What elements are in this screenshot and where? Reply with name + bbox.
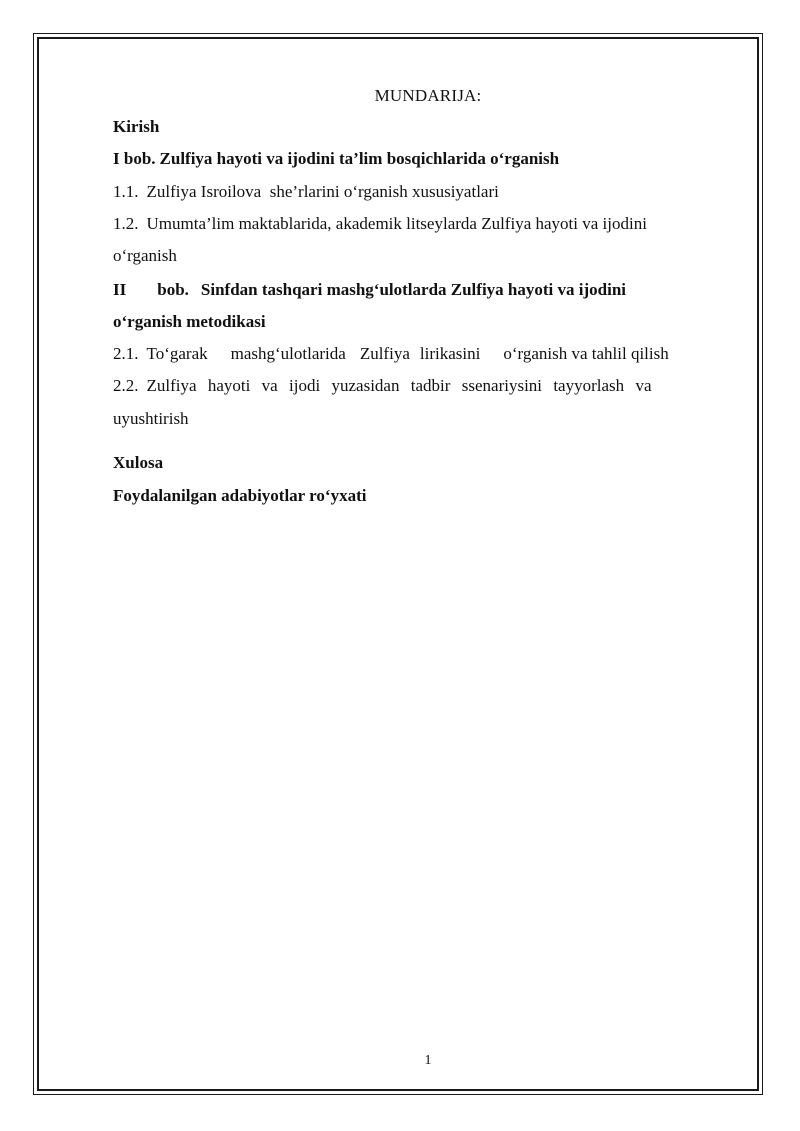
section-2-2-title-line-2: uyushtirish xyxy=(113,409,189,428)
page-number: 1 xyxy=(424,1053,432,1068)
section-1-2-title-line-2: o‘rganish xyxy=(113,246,177,265)
section-2-1-word-2: mashg‘ulotlarida xyxy=(230,344,346,363)
section-2-1-word-5: o‘rganish va tahlil qilish xyxy=(503,344,669,363)
section-2-1-word-1: To‘garak xyxy=(146,344,208,363)
section-1-1-number: 1.1. xyxy=(113,182,139,201)
toc-entry-section-1-1 xyxy=(113,182,499,202)
section-1-2-title-line-1: Umumta’lim maktablarida, akademik litseylarda Zulfiya hayoti va ijodini xyxy=(146,214,647,233)
toc-entry-chapter-1 xyxy=(113,149,559,169)
toc-entry-section-2-1 xyxy=(113,344,669,364)
toc-entry-chapter-2 xyxy=(113,280,626,300)
chapter-1-number: I bob. xyxy=(113,149,156,168)
toc-entry-references: Foydalanilgan adabiyotlar ro‘yxati xyxy=(113,486,367,505)
section-1-2-number: 1.2. xyxy=(113,214,139,233)
chapter-2-title-line-2: o‘rganish metodikasi xyxy=(113,312,266,331)
toc-entry-section-1-2 xyxy=(113,214,647,234)
section-2-2-number: 2.2. xyxy=(113,376,139,395)
section-2-2-title-line-1: Zulfiya hayoti va ijodi yuzasidan tadbir ssenariysini tayyorlash va xyxy=(146,376,652,395)
chapter-1-title: Zulfiya hayoti va ijodini ta’lim bosqichlarida o‘rganish xyxy=(159,149,560,168)
chapter-2-title-line-1: Sinfdan tashqari mashg‘ulotlarda Zulfiya hayoti va ijodini xyxy=(200,280,626,299)
section-2-1-word-3: Zulfiya xyxy=(359,344,410,363)
chapter-2-number: II xyxy=(113,280,127,299)
table-of-contents-title: MUNDARIJA: xyxy=(374,86,482,105)
section-1-1-title: Zulfiya Isroilova she’rlarini o‘rganish xususiyatlari xyxy=(146,182,499,201)
chapter-2-word: bob. xyxy=(157,280,189,299)
toc-entry-conclusion: Xulosa xyxy=(113,453,164,472)
section-2-1-word-4: lirikasini xyxy=(419,344,481,363)
section-2-1-number: 2.1. xyxy=(113,344,139,363)
toc-entry-section-2-2 xyxy=(113,376,652,396)
toc-entry-introduction: Kirish xyxy=(113,117,160,136)
